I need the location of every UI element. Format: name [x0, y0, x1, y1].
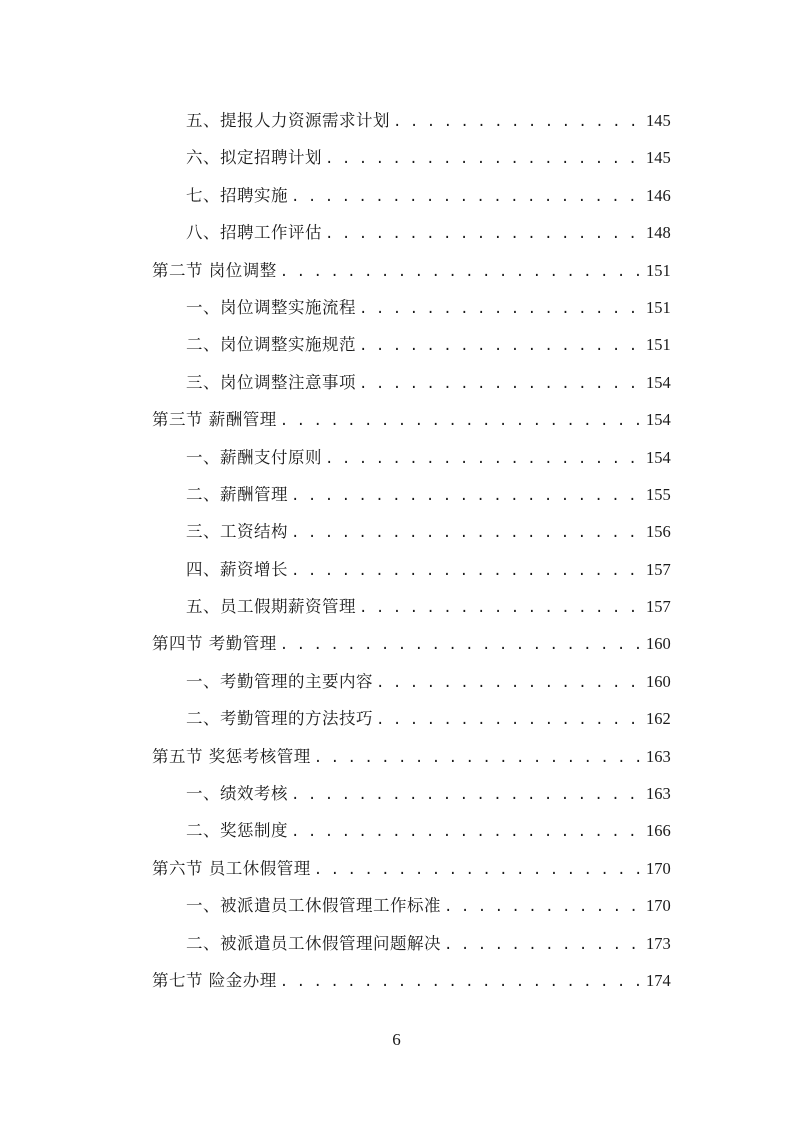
dot-leader	[288, 777, 640, 814]
dot-leader	[441, 927, 640, 964]
toc-entry-title-leader	[152, 962, 640, 1001]
dot-leader	[441, 889, 640, 926]
toc-entry-title-leader	[186, 700, 640, 739]
toc-entry-title: 二、薪酬管理	[186, 476, 288, 513]
dot-leader	[311, 740, 640, 777]
toc-entry-page: 154	[646, 410, 671, 430]
toc-entry-title: 五、员工假期薪资管理	[186, 588, 356, 625]
toc-entry-page: 151	[646, 335, 671, 355]
toc-entry-title: 第二节 岗位调整	[152, 252, 277, 289]
dot-leader	[277, 964, 640, 1001]
toc-entry-title-leader	[152, 625, 640, 664]
toc-entry-page: 148	[646, 223, 671, 243]
toc-entry-page: 163	[646, 784, 671, 804]
toc-entry-page: 145	[646, 111, 671, 130]
toc-entry-title-leader	[152, 850, 640, 889]
toc-entry-title: 八、招聘工作评估	[186, 214, 322, 251]
toc-subsection-entry[interactable]	[0, 513, 793, 550]
toc-entry-page: 162	[646, 709, 671, 729]
toc-entry-title: 二、被派遣员工休假管理问题解决	[186, 925, 441, 962]
toc-entry-title-leader	[186, 439, 640, 478]
toc-entry-title: 七、招聘实施	[186, 177, 288, 214]
toc-entry-title-leader	[186, 476, 640, 515]
toc-entry-title-leader	[186, 326, 640, 365]
toc-entry-page: 157	[646, 559, 671, 579]
toc-subsection-entry[interactable]	[0, 663, 793, 700]
dot-leader	[356, 366, 640, 403]
toc-entry-page: 173	[646, 933, 671, 953]
dot-leader	[288, 478, 640, 515]
toc-entry-title-leader	[186, 364, 640, 403]
dot-leader	[373, 702, 640, 739]
toc-entry-page: 170	[646, 896, 671, 916]
toc-subsection-entry[interactable]	[0, 214, 793, 251]
page-number: 6	[392, 1030, 401, 1049]
toc-entry-page: 151	[646, 297, 671, 317]
toc-entry-title: 一、岗位调整实施流程	[186, 289, 356, 326]
toc-entry-title-leader	[186, 214, 640, 253]
toc-subsection-entry[interactable]	[0, 289, 793, 326]
toc-subsection-entry[interactable]	[0, 812, 793, 849]
toc-subsection-entry[interactable]	[0, 439, 793, 476]
dot-leader	[322, 441, 640, 478]
toc-subsection-entry[interactable]	[0, 326, 793, 363]
dot-leader	[277, 403, 640, 440]
dot-leader	[322, 141, 640, 178]
toc-entry-title: 二、岗位调整实施规范	[186, 326, 356, 363]
toc-section-entry[interactable]	[0, 625, 793, 662]
toc-entry-title-leader	[186, 887, 640, 926]
toc-entry-page: 166	[646, 821, 671, 841]
toc-entry-page: 154	[646, 447, 671, 467]
dot-leader	[373, 665, 640, 702]
dot-leader	[356, 291, 640, 328]
toc-subsection-entry[interactable]	[0, 588, 793, 625]
toc-entry-title-leader	[186, 925, 640, 964]
dot-leader	[277, 254, 640, 291]
toc-entry-title: 三、岗位调整注意事项	[186, 364, 356, 401]
toc-entry-title: 六、拟定招聘计划	[186, 139, 322, 176]
toc-entry-page: 163	[646, 746, 671, 766]
toc-entry-title-leader	[152, 252, 640, 291]
toc-subsection-entry[interactable]	[0, 139, 793, 176]
toc-entry-title: 一、绩效考核	[186, 775, 288, 812]
toc-entry-title-leader	[186, 177, 640, 216]
toc-entry-page: 160	[646, 634, 671, 654]
dot-leader	[288, 553, 640, 590]
toc-subsection-entry[interactable]	[0, 700, 793, 737]
toc-section-entry[interactable]	[0, 738, 793, 775]
toc-entry-page: 170	[646, 858, 671, 878]
toc-entry-title-leader	[186, 139, 640, 178]
toc-subsection-entry[interactable]	[0, 551, 793, 588]
toc-entry-title: 一、考勤管理的主要内容	[186, 663, 373, 700]
toc-entry-title: 第五节 奖惩考核管理	[152, 738, 311, 775]
toc-entry-title: 第四节 考勤管理	[152, 625, 277, 662]
toc-subsection-entry[interactable]	[0, 364, 793, 401]
toc-subsection-entry[interactable]	[0, 925, 793, 962]
toc-subsection-entry[interactable]	[0, 775, 793, 812]
toc-entry-title: 四、薪资增长	[186, 551, 288, 588]
toc-entry-title: 第三节 薪酬管理	[152, 401, 277, 438]
toc-entry-title-leader	[186, 775, 640, 814]
dot-leader	[322, 216, 640, 253]
toc-section-entry[interactable]	[0, 252, 793, 289]
toc-entry-title-leader	[186, 812, 640, 851]
toc-entry-title: 二、考勤管理的方法技巧	[186, 700, 373, 737]
toc-subsection-entry[interactable]	[0, 887, 793, 924]
toc-entry-title: 一、被派遣员工休假管理工作标准	[186, 887, 441, 924]
toc-entry-title: 第七节 险金办理	[152, 962, 277, 999]
toc-entry-title-leader	[186, 102, 640, 141]
dot-leader	[277, 627, 640, 664]
toc-entry-title: 五、提报人力资源需求计划	[186, 102, 390, 139]
toc-entry-page: 154	[646, 372, 671, 392]
dot-leader	[390, 104, 640, 141]
dot-leader	[288, 515, 640, 552]
toc-entry-page: 146	[646, 185, 671, 205]
toc-entry-page: 174	[646, 970, 671, 990]
dot-leader	[288, 814, 640, 851]
toc-entry-page: 145	[646, 148, 671, 168]
toc-entry-title: 第六节 员工休假管理	[152, 850, 311, 887]
toc-entry-page: 160	[646, 671, 671, 691]
toc-entry-title-leader	[186, 513, 640, 552]
toc-entry-title-leader	[186, 289, 640, 328]
dot-leader	[288, 179, 640, 216]
toc-entry-page: 155	[646, 484, 671, 504]
dot-leader	[356, 590, 640, 627]
toc-entry-page: 156	[646, 522, 671, 542]
dot-leader	[356, 328, 640, 365]
dot-leader	[311, 852, 640, 889]
toc-section-entry[interactable]	[0, 401, 793, 438]
toc-subsection-entry[interactable]	[0, 102, 793, 139]
toc-entry-title-leader	[186, 663, 640, 702]
toc-subsection-entry[interactable]	[0, 177, 793, 214]
toc-entry-title-leader	[152, 738, 640, 777]
toc-section-entry[interactable]	[0, 850, 793, 887]
toc-entry-title: 二、奖惩制度	[186, 812, 288, 849]
toc-entry-title-leader	[152, 401, 640, 440]
toc-entry-title: 一、薪酬支付原则	[186, 439, 322, 476]
toc-entry-page: 157	[646, 597, 671, 617]
toc-entry-title-leader	[186, 551, 640, 590]
toc-entry-title: 三、工资结构	[186, 513, 288, 550]
toc-entry-page: 151	[646, 260, 671, 280]
toc-entry-title-leader	[186, 588, 640, 627]
toc-subsection-entry[interactable]	[0, 476, 793, 513]
toc-section-entry[interactable]	[0, 962, 793, 999]
table-of-contents	[0, 102, 793, 999]
